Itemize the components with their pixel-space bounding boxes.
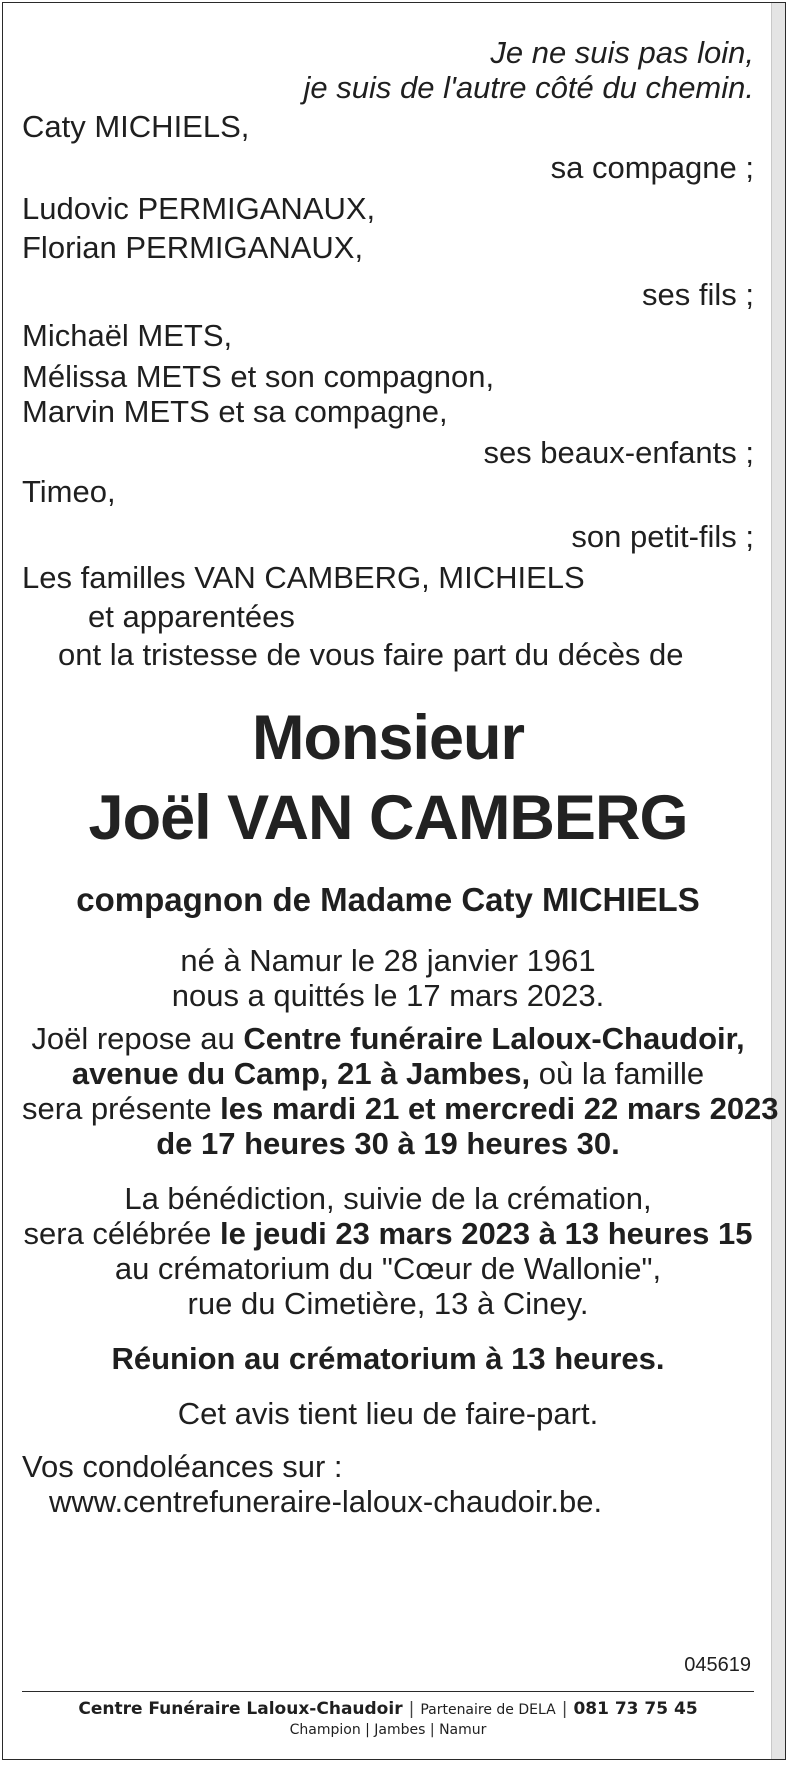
obituary-frame bbox=[2, 2, 786, 1760]
reunion-text: Réunion au crématorium à 13 heures. bbox=[111, 1341, 665, 1376]
reunion bbox=[22, 1341, 754, 1376]
repose-dates: les mardi 21 et mercredi 22 mars 2023 bbox=[220, 1091, 779, 1126]
quote-line-1: Je ne suis pas loin, bbox=[490, 35, 754, 70]
repose-venue: Centre funéraire Laloux-Chaudoir, bbox=[243, 1021, 745, 1056]
stepchild-2: Mélissa METS et son compagnon, bbox=[22, 359, 495, 394]
footer-locations: Champion | Jambes | Namur bbox=[289, 1722, 487, 1738]
families-related: et apparentées bbox=[88, 599, 295, 634]
families: Les familles VAN CAMBERG, MICHIELS bbox=[22, 560, 585, 595]
footer-separator: | bbox=[408, 1699, 415, 1719]
repose-address: avenue du Camp, 21 à Jambes, bbox=[71, 1056, 531, 1091]
side-strip bbox=[771, 3, 785, 1759]
ceremony-text: sera célébrée bbox=[23, 1216, 220, 1251]
footer-partner: Partenaire de DELA bbox=[420, 1702, 556, 1718]
son-1: Ludovic PERMIGANAUX, bbox=[22, 191, 376, 226]
footer-phone: 081 73 75 45 bbox=[573, 1699, 698, 1719]
death-line: nous a quittés le 17 mars 2023. bbox=[171, 978, 605, 1013]
footer-separator: | bbox=[561, 1699, 568, 1719]
stepchild-3: Marvin METS et sa compagne, bbox=[22, 394, 448, 429]
ceremony-line-3: au crématorium du "Cœur de Wallonie", bbox=[114, 1251, 662, 1286]
deceased-subtitle: compagnon de Madame Caty MICHIELS bbox=[76, 881, 700, 918]
ceremony-line-1: La bénédiction, suivie de la crémation, bbox=[124, 1181, 652, 1216]
announcement: ont la tristesse de vous faire part du décès de bbox=[58, 637, 684, 672]
notice bbox=[22, 1396, 754, 1431]
repose-paragraph bbox=[22, 1021, 779, 1161]
deceased-title: Monsieur bbox=[251, 703, 525, 773]
footer bbox=[22, 1691, 754, 1739]
footer-row-1 bbox=[22, 1698, 754, 1721]
partner-name: Caty MICHIELS, bbox=[22, 109, 250, 144]
repose-line-3 bbox=[22, 1091, 779, 1126]
ceremony-line-2 bbox=[22, 1216, 754, 1251]
grandson: Timeo, bbox=[22, 474, 116, 509]
repose-text-1: Joël repose au bbox=[31, 1021, 244, 1056]
condolences-url[interactable]: www.centrefuneraire-laloux-chaudoir.be. bbox=[49, 1484, 603, 1519]
birth-line: né à Namur le 28 janvier 1961 bbox=[180, 943, 596, 978]
repose-text-2: où la famille bbox=[530, 1056, 705, 1091]
condolences-label: Vos condoléances sur : bbox=[22, 1449, 343, 1484]
grandson-role: son petit-fils ; bbox=[571, 519, 754, 554]
stepchildren-role: ses beaux-enfants ; bbox=[483, 435, 754, 470]
repose-text-3: sera présente bbox=[22, 1091, 221, 1126]
reference-number: 045619 bbox=[684, 1654, 751, 1676]
partner-role: sa compagne ; bbox=[550, 150, 754, 185]
stepchild-1: Michaël METS, bbox=[22, 318, 233, 353]
ceremony-line-4: rue du Cimetière, 13 à Ciney. bbox=[187, 1286, 589, 1321]
sons-role: ses fils ; bbox=[642, 277, 754, 312]
deceased-block bbox=[22, 698, 754, 858]
dates bbox=[22, 943, 754, 1013]
notice-text: Cet avis tient lieu de faire-part. bbox=[177, 1396, 599, 1431]
deceased-name: Joël VAN CAMBERG bbox=[88, 783, 688, 853]
obituary-content bbox=[3, 3, 779, 1759]
son-2: Florian PERMIGANAUX, bbox=[22, 230, 364, 265]
footer-company: Centre Funéraire Laloux-Chaudoir bbox=[78, 1699, 403, 1719]
repose-line-1 bbox=[22, 1021, 754, 1056]
repose-line-2 bbox=[22, 1056, 754, 1091]
quote bbox=[22, 35, 754, 105]
repose-hours: de 17 heures 30 à 19 heures 30. bbox=[156, 1126, 620, 1161]
repose-line-4 bbox=[22, 1126, 754, 1161]
ceremony-paragraph bbox=[22, 1181, 754, 1321]
ceremony-date: le jeudi 23 mars 2023 à 13 heures 15 bbox=[219, 1216, 753, 1251]
quote-line-2: je suis de l'autre côté du chemin. bbox=[303, 70, 754, 105]
